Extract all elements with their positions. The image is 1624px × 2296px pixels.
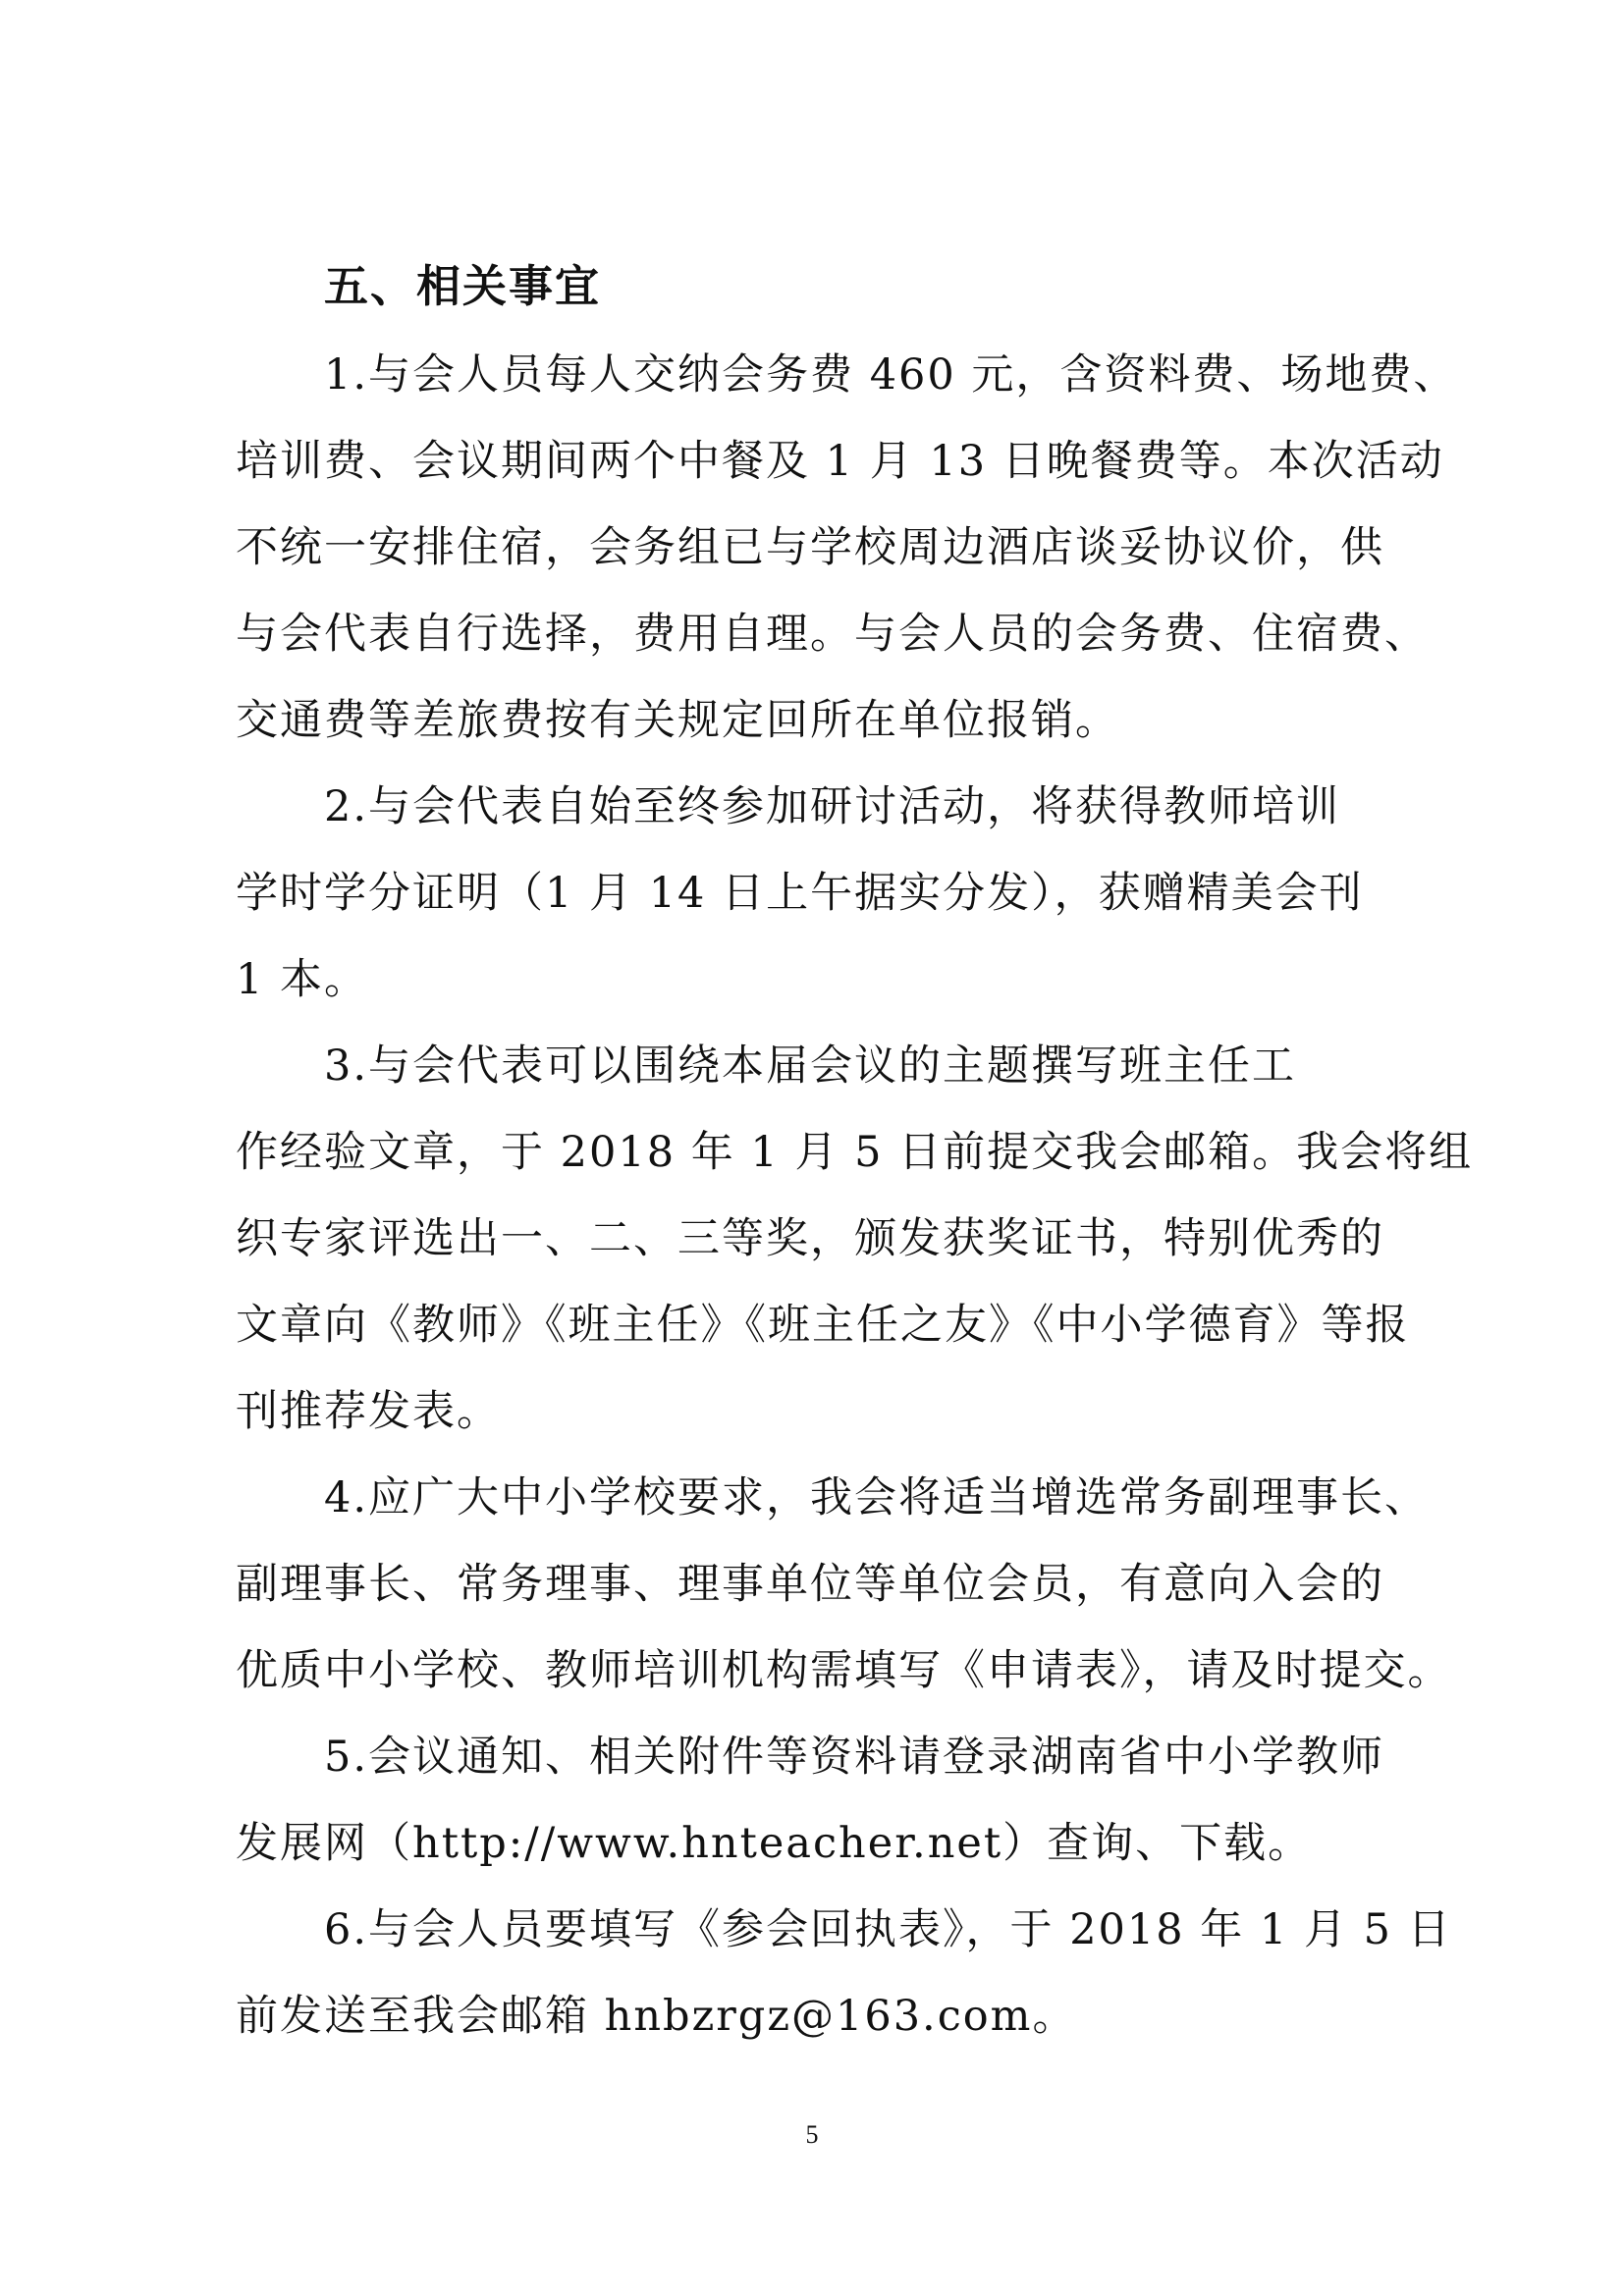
paragraph-3-line-2: 作经验文章，于 2018 年 1 月 5 日前提交我会邮箱。我会将组 (236, 1128, 1474, 1177)
paragraph-2-line-2: 学时学分证明（1 月 14 日上午据实分发），获赠精美会刊 (236, 869, 1364, 918)
paragraph-2-line-3: 1 本。 (236, 955, 369, 1004)
paragraph-6-line-1: 6.与会人员要填写《参会回执表》，于 2018 年 1 月 5 日 (324, 1905, 1452, 1954)
paragraph-2-line-1: 2.与会代表自始至终参加研讨活动，将获得教师培训 (324, 782, 1341, 831)
paragraph-1-line-2: 培训费、会议期间两个中餐及 1 月 13 日晚餐费等。本次活动 (236, 437, 1444, 486)
section-heading: 五、相关事宜 (324, 260, 602, 312)
paragraph-5-line-2: 发展网（http://www.hnteacher.net）查询、下载。 (236, 1819, 1313, 1868)
paragraph-3-line-5: 刊推荐发表。 (236, 1387, 501, 1436)
paragraph-3-line-4: 文章向《教师》《班主任》《班主任之友》《中小学德育》等报 (236, 1301, 1410, 1350)
paragraph-6-line-2: 前发送至我会邮箱 hnbzrgz@163.com。 (236, 1992, 1077, 2041)
paragraph-1-line-1: 1.与会人员每人交纳会务费 460 元，含资料费、场地费、 (324, 350, 1458, 400)
paragraph-4-line-2: 副理事长、常务理事、理事单位等单位会员，有意向入会的 (236, 1560, 1384, 1609)
paragraph-1-line-3: 不统一安排住宿，会务组已与学校周边酒店谈妥协议价，供 (236, 523, 1384, 572)
paragraph-4-line-1: 4.应广大中小学校要求，我会将适当增选常务副理事长、 (324, 1473, 1430, 1522)
paragraph-1-line-4: 与会代表自行选择，费用自理。与会人员的会务费、住宿费、 (236, 610, 1429, 659)
paragraph-1-line-5: 交通费等差旅费按有关规定回所在单位报销。 (236, 696, 1119, 745)
page-number: 5 (805, 2120, 819, 2149)
paragraph-3-line-3: 织专家评选出一、二、三等奖，颁发获奖证书，特别优秀的 (236, 1214, 1384, 1263)
paragraph-4-line-3: 优质中小学校、教师培训机构需填写《申请表》，请及时提交。 (236, 1646, 1452, 1695)
paragraph-3-line-1: 3.与会代表可以围绕本届会议的主题撰写班主任工 (324, 1041, 1297, 1091)
paragraph-5-line-1: 5.会议通知、相关附件等资料请登录湖南省中小学教师 (324, 1733, 1385, 1782)
